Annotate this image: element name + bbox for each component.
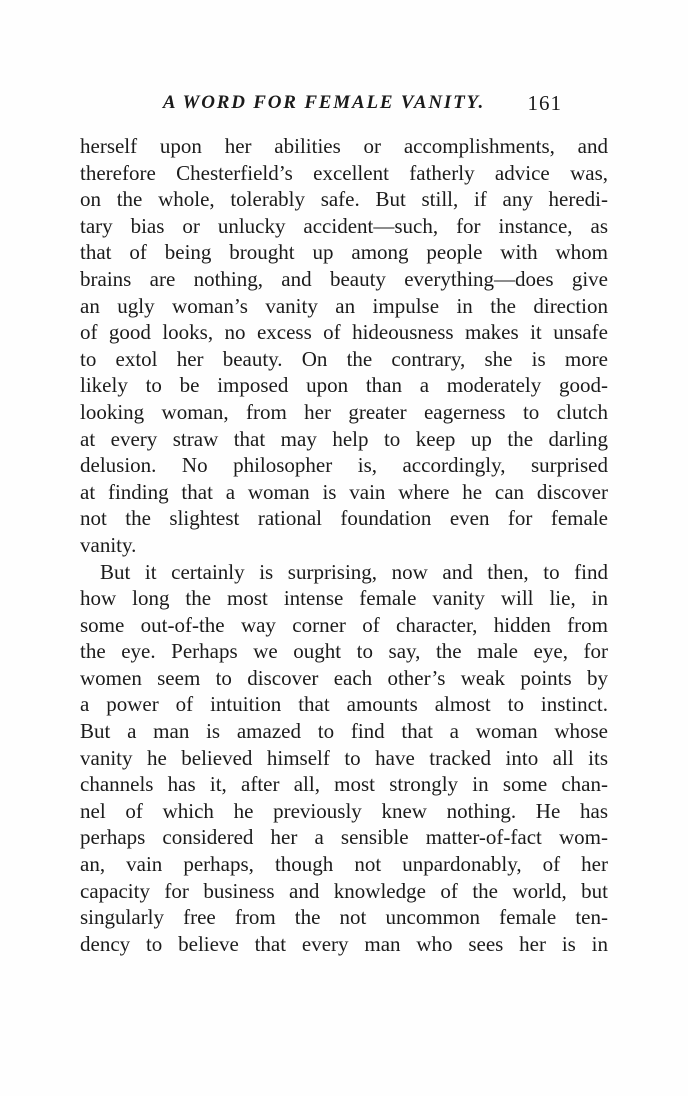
text-line: at every straw that may help to keep up the darling <box>80 426 608 451</box>
text-line: nel of which he previously knew nothing. He has <box>80 798 608 823</box>
text-line: likely to be imposed upon than a moderately good- <box>80 373 608 398</box>
body-text <box>80 133 608 957</box>
running-title: A WORD FOR FEMALE VANITY. <box>162 92 486 113</box>
page-number: 161 <box>527 91 562 115</box>
text-line: on the whole, tolerably safe. But still, if any heredi- <box>80 187 608 212</box>
text-line: But it certainly is surprising, now and then, to find <box>100 559 608 584</box>
text-line: how long the most intense female vanity will lie, in <box>80 586 608 611</box>
text-line: at finding that a woman is vain where he can discover <box>80 479 608 504</box>
text-line: some out-of-the way corner of character, hidden from <box>80 612 608 637</box>
text-line: the eye. Perhaps we ought to say, the male eye, for <box>80 639 608 664</box>
text-line: looking woman, from her greater eagerness to clutch <box>80 399 608 424</box>
text-line: women seem to discover each other’s weak points by <box>80 665 608 690</box>
text-line: herself upon her abilities or accomplishments, and <box>80 134 608 158</box>
page-header <box>80 92 608 119</box>
text-line: brains are nothing, and beauty everything—does give <box>80 266 608 291</box>
page-content <box>80 92 608 957</box>
text-line: dency to believe that every man who sees her is in <box>80 931 608 956</box>
text-line: an ugly woman’s vanity an impulse in the direction <box>80 293 608 318</box>
text-line: capacity for business and knowledge of the world, but <box>80 878 608 903</box>
text-line: singularly free from the not uncommon female ten- <box>80 905 608 930</box>
text-line: But a man is amazed to find that a woman whose <box>80 719 608 744</box>
text-line: channels has it, after all, most strongly in some chan- <box>80 772 608 797</box>
paragraph <box>80 133 608 559</box>
text-line: vanity he believed himself to have tracked into all its <box>80 745 608 770</box>
text-line: not the slightest rational foundation even for female <box>80 506 608 531</box>
text-line: that of being brought up among people with whom <box>80 240 608 265</box>
text-line: perhaps considered her a sensible matter-of-fact wom- <box>80 825 608 850</box>
paragraph <box>80 559 608 958</box>
text-line: of good looks, no excess of hideousness makes it unsafe <box>80 320 608 345</box>
text-line: tary bias or unlucky accident—such, for instance, as <box>80 213 608 238</box>
text-line: therefore Chesterfield’s excellent fatherly advice was, <box>80 160 608 185</box>
text-line: an, vain perhaps, though not unpardonably, of her <box>80 852 608 877</box>
text-line: vanity. <box>80 532 137 557</box>
text-line: to extol her beauty. On the contrary, she is more <box>80 346 608 371</box>
text-line: delusion. No philosopher is, accordingly, surprised <box>80 453 608 478</box>
text-line: a power of intuition that amounts almost to instinct. <box>80 692 608 717</box>
